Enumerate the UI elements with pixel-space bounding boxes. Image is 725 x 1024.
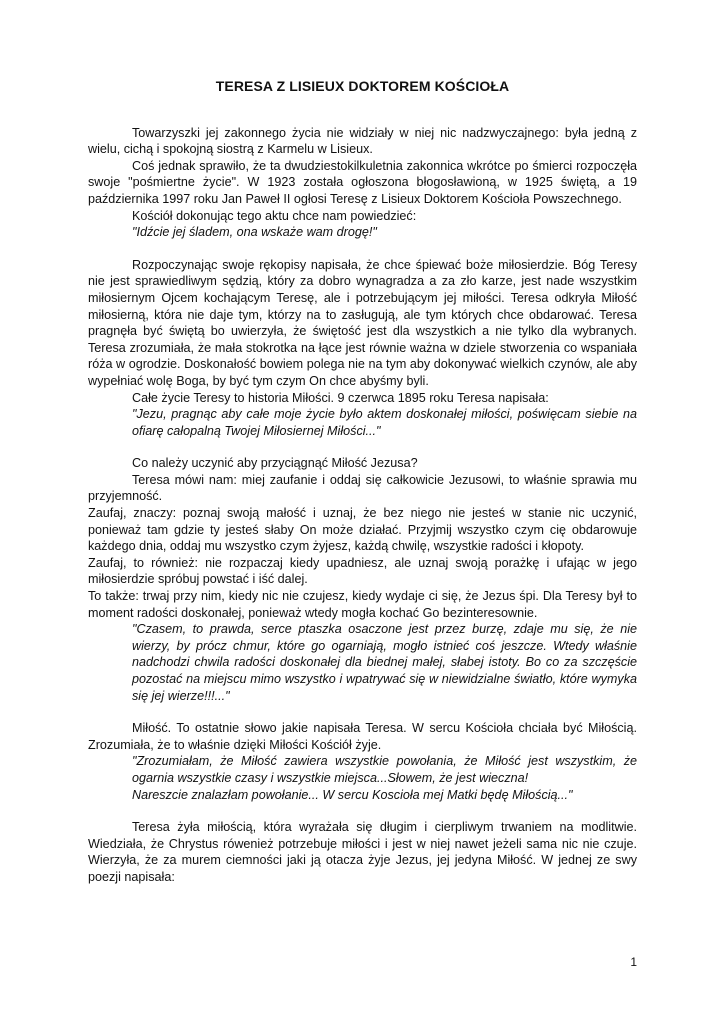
paragraph-trust: Teresa mówi nam: miej zaufanie i oddaj się całkowicie Jezusowi, to właśnie sprawia mu przyjemność.	[88, 472, 637, 504]
paragraph-manuscripts: Rozpoczynając swoje rękopisy napisała, że chce śpiewać boże miłosierdzie. Bóg Teresy nie jest sprawiedliwym sędzią, który za dobro wynagradza a za zło karze, jest nade wszystkim miłosiernym Ojcem kochającym Teresę, ale i potrzebującym jej miłości. Teresa odkryła Miłość miłosierną, która nie daje tym, którzy na to zasługują, ale tym których chce obdarować. Teresa pragnęła być świętą bo uwierzyła, że świętość jest dla wszystkich a nie tylko dla wybranych. Teresa zrozumiała, że mała stokrotka na łące jest równie ważna w dziele stworzenia co wspaniała róża w ogrodzie. Doskonałość bowiem polega nie na tym aby dokonywać wielkich czynów, ale aby wypełniać wolę Boga, by być tym czym On chce abyśmy byli.	[88, 257, 637, 388]
paragraph-trust-also: Zaufaj, to również: nie rozpaczaj kiedy upadniesz, ale uznaj swoją porażkę i ufając w jego miłosierdzie spróbuj powstać i iść dalej.	[88, 555, 637, 587]
paragraph-posthumous-life: Coś jednak sprawiło, że ta dwudziestokilkuletnia zakonnica wkrótce po śmierci rozpoczęła swoje "pośmiertne życie". W 1923 została ogłoszona błogosławioną, w 1925 świętą, a 19 października 1997 roku Jan Paweł II ogłosi Teresę z Lisieux Doktorem Kościoła Powszechnego.	[88, 158, 637, 206]
quote-offering: "Jezu, pragnąc aby całe moje życie było aktem doskonałej miłości, poświęcam siebie na ofiarę całopalną Twojej Miłosiernej Miłości..."	[132, 407, 637, 438]
paragraph-history-of-love: Całe życie Teresy to historia Miłości. 9 czerwca 1895 roku Teresa napisała:	[132, 390, 549, 405]
quote-little-bird: "Czasem, to prawda, serce ptaszka osaczone jest przez burzę, zdaje mu się, że nie wierzy, by prócz chmur, które go ogarniają, mogło istnieć coś jeszcze. Wtedy właśnie nadchodzi chwila radości doskonałej dla biednej małej, słabej istoty. Bo co za szczęście pozostać na miejscu mimo wszystko i wpatrywać się w niewidzialne światło, które wymyka się jej wierze!!!..."	[132, 622, 637, 703]
quote-follow-her: "Idźcie jej śladem, ona wskaże wam drogę!"	[132, 225, 377, 240]
quote-vocation: "Zrozumiałam, że Miłość zawiera wszystkie powołania, że Miłość jest wszystkim, że ogarnia wszystkie czasy i wszystkie miejsca...Słowem, że jest wieczna!	[132, 754, 637, 785]
page-number: 1	[630, 955, 637, 969]
document-title: TERESA Z LISIEUX DOKTOREM KOŚCIOŁA	[215, 78, 510, 94]
quote-vocation-found: Nareszcie znalazłam powołanie... W sercu Koscioła mej Matki będę Miłością..."	[132, 787, 573, 802]
paragraph-love-last-word: Miłość. To ostatnie słowo jakie napisała Teresa. W sercu Kościoła chciała być Miłością. Zrozumiała, że to właśnie dzięki Miłości Kościół żyje.	[88, 721, 637, 752]
paragraph-question: Co należy uczynić aby przyciągnąć Miłość Jezusa?	[132, 456, 418, 471]
paragraph-trust-means: Zaufaj, znaczy: poznaj swoją małość i uznaj, że bez niego nie jesteś w stanie nic uczynić, ponieważ tam gdzie ty jesteś słaby On może działać. Przyjmij wszystko czym cię obdarowuje każdego dnia, oddaj mu wszystko czym żyjesz, każdą chwilę, wszystkie radości i kłopoty.	[88, 506, 637, 554]
paragraph-church-message: Kościół dokonując tego aktu chce nam powiedzieć:	[132, 208, 417, 223]
paragraph-companions: Towarzyszki jej zakonnego życia nie widziały w niej nic nadzwyczajnego: była jedną z wielu, cichą i spokojną siostrą z Karmelu w Lisieux.	[88, 125, 637, 157]
paragraph-prayer: Teresa żyła miłością, która wyrażała się długim i cierpliwym trwaniem na modlitwie. Wiedziała, że Chrystus rówenież potrzebuje miłości i jest w niej nawet jeżeli sama nic nie czuje. Wierzyła, że za murem ciemności jaki ją otacza żyje Jezus, jej jedyna Miłość. W jednej ze swy poezji napisała:	[88, 820, 637, 884]
paragraph-stay-with-him: To także: trwaj przy nim, kiedy nic nie czujesz, kiedy wydaje ci się, że Jezus śpi. Dla Teresy był to moment radości doskonałej, ponieważ wtedy mogła kochać Go bezinteresownie.	[88, 589, 637, 620]
